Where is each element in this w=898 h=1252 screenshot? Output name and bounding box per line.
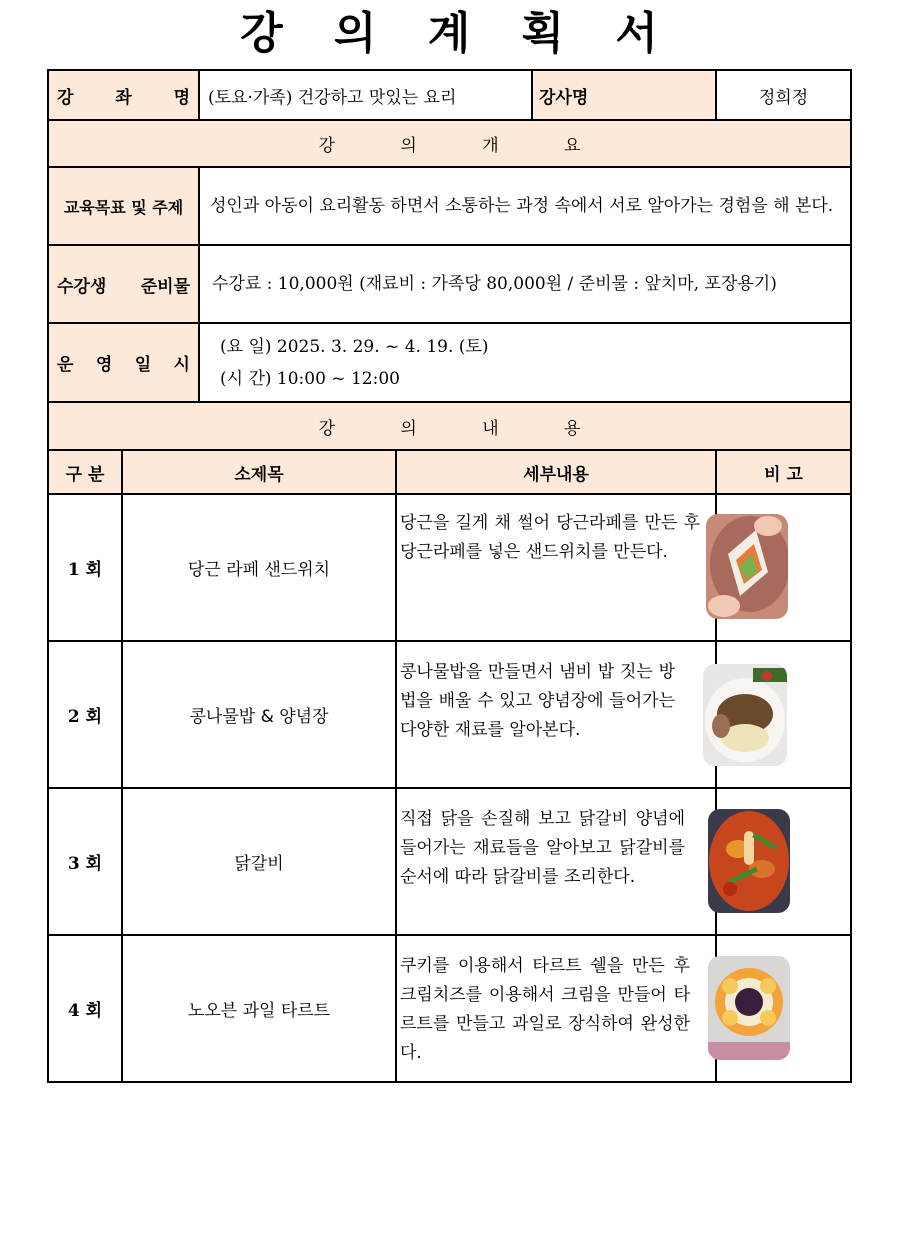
goal-label: 교육목표 및 주제 (48, 167, 199, 245)
session-number: 1 회 (48, 494, 122, 641)
goal-row (48, 167, 851, 245)
sandwich-photo-icon (706, 514, 788, 619)
prep-label: 수강생 준비물 (48, 245, 199, 323)
fruit-tart-photo-icon (708, 956, 790, 1060)
header-subtitle: 소제목 (122, 450, 396, 494)
schedule-time: (시 간) 10:00 ~ 12:00 (220, 368, 400, 389)
prep-row (48, 245, 851, 323)
header-detail: 세부내용 (396, 450, 716, 494)
content-header-row (48, 450, 851, 494)
session-number: 4 회 (48, 935, 122, 1082)
session-detail: 콩나물밥을 만들면서 냄비 밥 짓는 방법을 배울 수 있고 양념장에 들어가는 다양한 재료를 알아본다. (400, 662, 675, 740)
session-number: 3 회 (48, 788, 122, 935)
table-row (48, 641, 851, 788)
session-subtitle: 닭갈비 (122, 788, 396, 935)
course-name-value: (토요·가족) 건강하고 맛있는 요리 (199, 70, 532, 120)
prep-value: 수강료 : 10,000원 (재료비 : 가족당 80,000원 / 준비물 : 앞치마, 포장용기) (199, 245, 851, 323)
header-session: 구 분 (48, 450, 122, 494)
lecture-plan-table (47, 69, 852, 1083)
bean-sprout-rice-photo-icon (703, 664, 787, 766)
instructor-value: 정희정 (716, 70, 851, 120)
schedule-row (48, 323, 851, 402)
table-row (48, 494, 851, 641)
header-note: 비 고 (716, 450, 851, 494)
session-subtitle: 당근 라페 샌드위치 (122, 494, 396, 641)
schedule-label: 운 영 일 시 (48, 323, 199, 402)
session-number: 2 회 (48, 641, 122, 788)
instructor-label: 강사명 (532, 70, 716, 120)
session-subtitle: 노오븐 과일 타르트 (122, 935, 396, 1082)
goal-value: 성인과 아동이 요리활동 하면서 소통하는 과정 속에서 서로 알아가는 경험을 해 본다. (199, 167, 851, 245)
session-detail: 쿠키를 이용해서 타르트 쉘을 만든 후 크림치즈를 이용해서 크림을 만들어 타르트를 만들고 과일로 장식하여 완성한다. (400, 956, 690, 1063)
schedule-day: (요 일) 2025. 3. 29. ~ 4. 19. (토) (220, 336, 489, 357)
course-name-label: 강 좌 명 (48, 70, 199, 120)
table-row (48, 935, 851, 1082)
document-title: 강 의 계 획 서 (240, 8, 676, 59)
session-detail: 직접 닭을 손질해 보고 닭갈비 양념에 들어가는 재료들을 알아보고 닭갈비를 순서에 따라 닭갈비를 조리한다. (400, 809, 685, 887)
session-subtitle: 콩나물밥 & 양념장 (122, 641, 396, 788)
course-row (48, 70, 851, 120)
table-row (48, 788, 851, 935)
session-detail: 당근을 길게 채 썰어 당근라페를 만든 후 당근라페를 넣은 샌드위치를 만든다. (400, 513, 700, 562)
overview-section-title: 강 의 개 요 (48, 120, 851, 167)
dakgalbi-photo-icon (708, 809, 790, 913)
content-section-title: 강 의 내 용 (48, 402, 851, 450)
